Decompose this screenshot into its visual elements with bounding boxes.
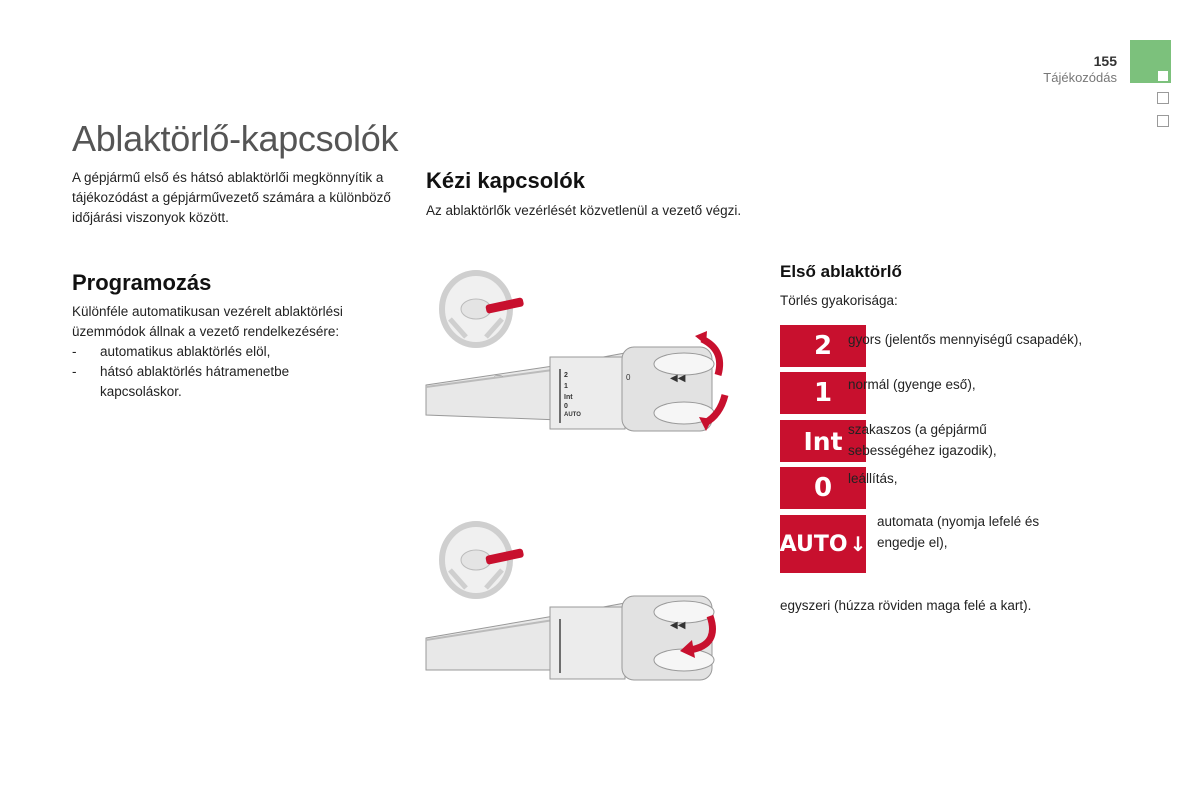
speed-text-2: gyors (jelentős mennyiségű csapadék), xyxy=(848,332,1083,347)
intro-text: A gépjármű első és hátsó ablaktörlői megkönnyítik a tájékozódást a gépjárművezető számára a különböző időjárási viszonyok között. xyxy=(72,170,391,225)
chapter-marker xyxy=(1157,115,1169,127)
list-item: - hátsó ablaktörlés hátramenetbe kapcsoláskor. xyxy=(72,362,372,402)
page-title: Ablaktörlő-kapcsolók xyxy=(72,118,399,159)
speed-text-1: normál (gyenge eső), xyxy=(848,377,976,392)
speed-badge-int: Int xyxy=(780,420,866,462)
list-item: - automatikus ablaktörlés elöl, xyxy=(72,342,372,362)
stalk-label-rear-0: 0 xyxy=(626,373,631,382)
svg-text:◀◀: ◀◀ xyxy=(670,373,686,384)
manual-text: Az ablaktörlők vezérlését közvetlenül a vezető végzi. xyxy=(426,203,742,218)
arrow-down-icon: ↓ xyxy=(849,532,867,556)
stalk-label-1: 1 xyxy=(564,383,568,390)
wiper-stalk-illustration xyxy=(420,265,750,450)
chapter-marker xyxy=(1157,92,1169,104)
steering-wheel-icon xyxy=(442,273,524,345)
section-name: Tájékozódás xyxy=(1043,70,1117,85)
speed-badge-0: 0 xyxy=(780,467,866,509)
chapter-marker-active xyxy=(1158,71,1168,81)
speed-badge-2: 2 xyxy=(780,325,866,367)
speed-badge-1: 1 xyxy=(780,372,866,414)
stalk-label-2: 2 xyxy=(564,372,568,379)
programming-heading: Programozás xyxy=(72,270,212,295)
speed-text-auto: automata (nyomja lefelé és engedje el), xyxy=(877,514,1040,550)
speed-text-0: leállítás, xyxy=(848,471,898,486)
steering-wheel-icon xyxy=(442,524,524,596)
speed-badge-auto xyxy=(780,515,866,573)
manual-heading: Kézi kapcsolók xyxy=(426,168,585,193)
programming-text: Különféle automatikusan vezérelt ablaktörlési üzemmódok állnak a vezető rendelkezésére: xyxy=(72,304,343,339)
page-number: 155 xyxy=(1093,53,1117,69)
front-wiper-subtitle: Törlés gyakorisága: xyxy=(780,293,898,308)
stalk-label-auto: AUTO xyxy=(564,412,581,418)
front-wiper-heading: Első ablaktörlő xyxy=(780,262,902,281)
speed-badge-auto-label: AUTO xyxy=(779,531,848,557)
speed-text-int: szakaszos (a gépjármű sebességéhez igazodik), xyxy=(848,422,997,458)
single-wipe-text: egyszeri (húzza röviden maga felé a kart). xyxy=(780,598,1032,613)
programming-list xyxy=(72,342,372,402)
stalk-label-0: 0 xyxy=(564,403,568,410)
wiper-stalk-pull-illustration xyxy=(420,520,750,695)
svg-text:⌒: ⌒ xyxy=(494,376,504,386)
svg-text:◀◀: ◀◀ xyxy=(670,620,686,631)
stalk-label-int: Int xyxy=(564,394,573,401)
